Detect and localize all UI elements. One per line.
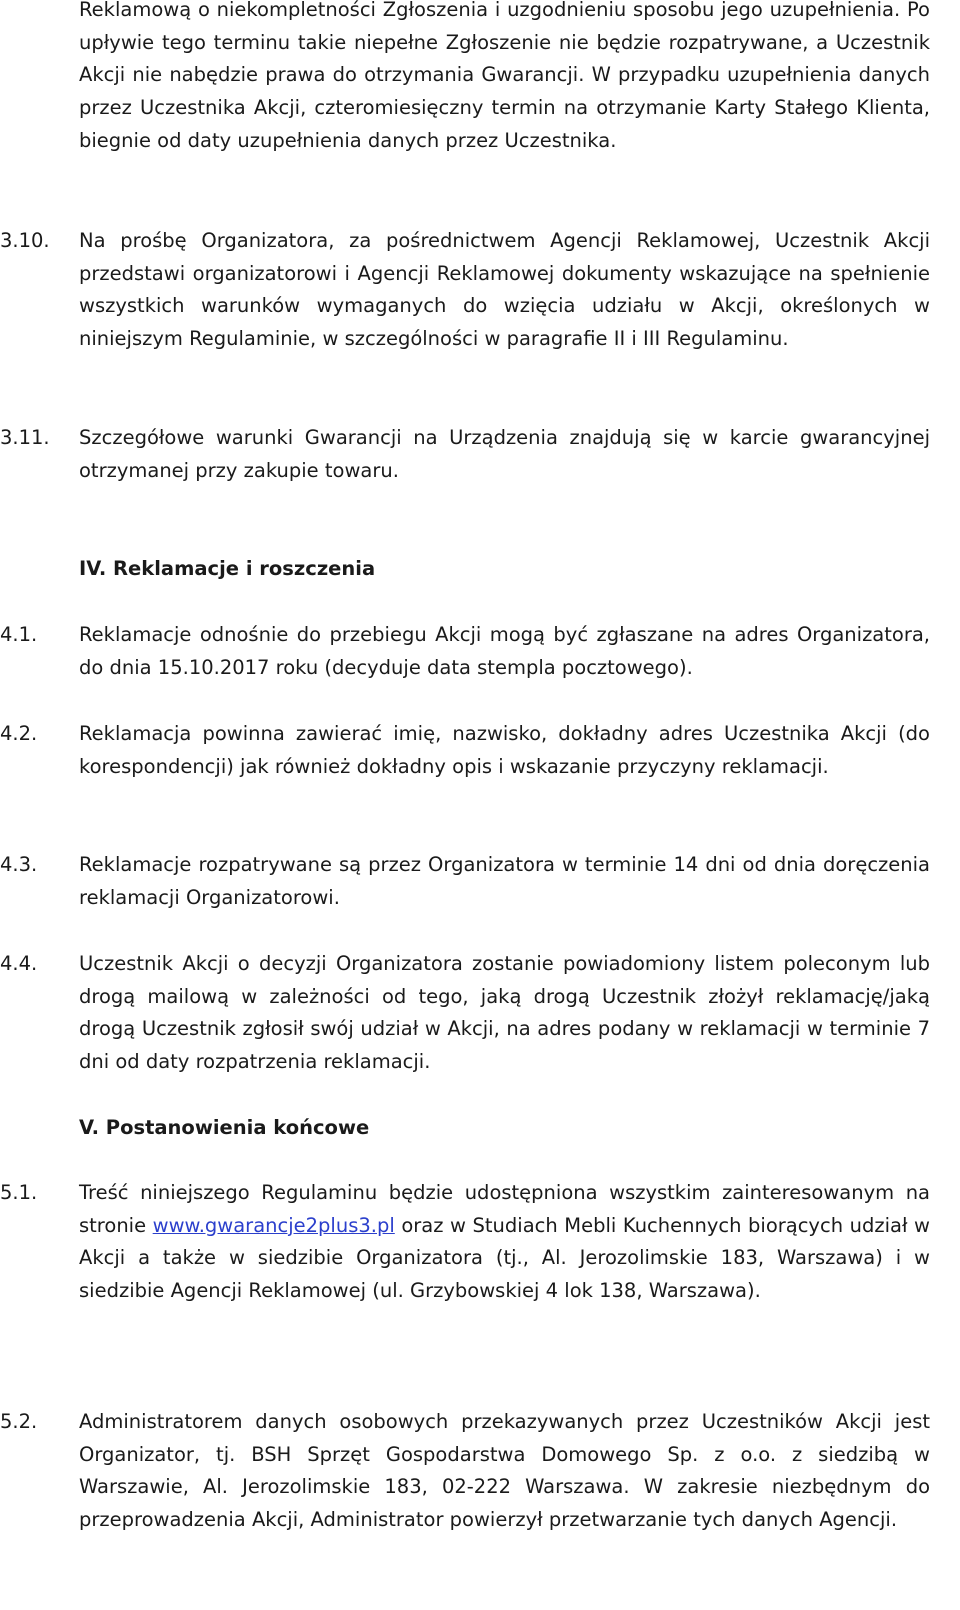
website-link[interactable]: www.gwarancje2plus3.pl	[152, 1213, 395, 1237]
paragraph-3-10: Na prośbę Organizatora, za pośrednictwem Agencji Reklamowej, Uczestnik Akcji przedstawi organizatorowi i Agencji Reklamowej dokumenty wskazujące na spełnienie wszystkich warunków wymaganych do wzięcia udziału w Akcji, określonych w niniejszym Regulaminie, w szczególności w paragrafie II i III Regulaminu.	[79, 229, 930, 351]
paragraph-5-1-text-before: Treść niniejszego Regulaminu będzie udostępniona wszystkim zainteresowanym na stronie	[79, 1181, 930, 1237]
section-number-5-1: 5.1.	[0, 1181, 38, 1204]
paragraph-4-4: Uczestnik Akcji o decyzji Organizatora zostanie powiadomiony listem poleconym lub drogą mailową w zależności od tego, jaką drogą Uczestnik złożył reklamację/jaką drogą Uczestnik zgłosił swój udział w Akcji, na adres podany w reklamacji w terminie 7 dni od daty rozpatrzenia reklamacji.	[79, 952, 930, 1074]
section-number-4-4: 4.4.	[0, 952, 38, 975]
section-number-4-1: 4.1.	[0, 623, 38, 646]
section-number-5-2: 5.2.	[0, 1410, 38, 1433]
paragraph-5-1	[79, 1177, 930, 1308]
paragraph-5-2: Administratorem danych osobowych przekazywanych przez Uczestników Akcji jest Organizator, tj. BSH Sprzęt Gospodarstwa Domowego Sp. z o.o. z siedzibą w Warszawie, Al. Jerozolimskie 183, 02-222 Warszawa. W zakresie niezbędnym do przeprowadzenia Akcji, Administrator powierzył przetwarzanie tych danych Agencji.	[79, 1410, 930, 1532]
paragraph-4-1: Reklamacje odnośnie do przebiegu Akcji mogą być zgłaszane na adres Organizatora, do dnia 15.10.2017 roku (decyduje data stempla pocztowego).	[79, 623, 930, 679]
paragraph-3-11: Szczegółowe warunki Gwarancji na Urządzenia znajdują się w karcie gwarancyjnej otrzymanej przy zakupie towaru.	[79, 426, 930, 482]
paragraph-4-3: Reklamacje rozpatrywane są przez Organizatora w terminie 14 dni od dnia doręczenia reklamacji Organizatorowi.	[79, 853, 930, 909]
paragraph-5-1-text-after: oraz w Studiach Mebli Kuchennych biorących udział w Akcji a także w siedzibie Organizatora (tj., Al. Jerozolimskie 183, Warszawa) i w siedzibie Agencji Reklamowej (ul. Grzybowskiej 4 lok 138, Warszawa).	[79, 1213, 930, 1303]
section-number-4-2: 4.2.	[0, 722, 38, 745]
section-heading-v: V. Postanowienia końcowe	[79, 1116, 370, 1139]
section-heading-iv: IV. Reklamacje i roszczenia	[79, 557, 376, 580]
paragraph-continuation: Reklamową o niekompletności Zgłoszenia i uzgodnieniu sposobu jego uzupełnienia. Po upływie tego terminu takie niepełne Zgłoszenie nie będzie rozpatrywane, a Uczestnik Akcji nie nabędzie prawa do otrzymania Gwarancji. W przypadku uzupełnienia danych przez Uczestnika Akcji, czteromiesięczny termin na otrzymanie Karty Stałego Klienta, biegnie od daty uzupełnienia danych przez Uczestnika.	[79, 0, 930, 152]
section-number-3-10: 3.10.	[0, 229, 50, 252]
section-number-4-3: 4.3.	[0, 853, 38, 876]
paragraph-4-2: Reklamacja powinna zawierać imię, nazwisko, dokładny adres Uczestnika Akcji (do korespondencji) jak również dokładny opis i wskazanie przyczyny reklamacji.	[79, 722, 930, 778]
section-number-3-11: 3.11.	[0, 426, 50, 449]
